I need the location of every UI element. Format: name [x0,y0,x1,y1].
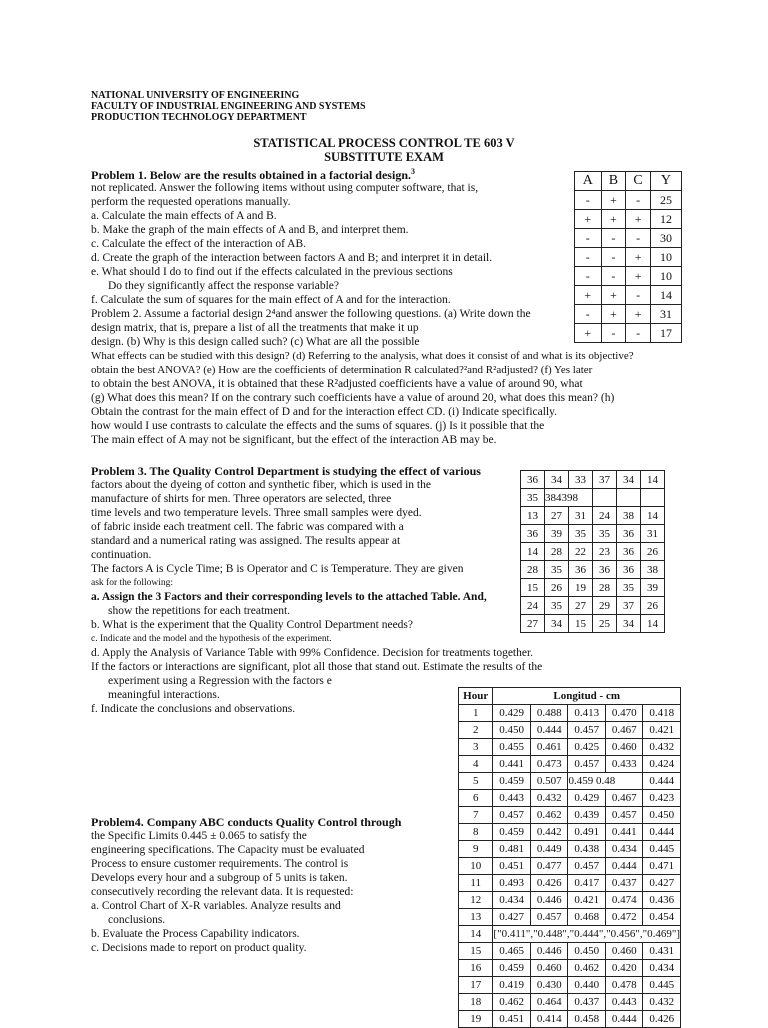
table-cell: 0.439 [568,807,606,824]
table-row [459,807,681,824]
table-cell: 35 [569,525,593,543]
table-cell: - [626,229,651,248]
table-cell: 31 [650,305,681,324]
table-cell: + [601,305,626,324]
problem1-item-e: e. What should I do to find out if the effects calculated in the previous sections [91,266,453,278]
problem2-line: design. (b) Why is this design called such? (c) What are all the possible [91,336,420,348]
table-cell: 25 [593,615,617,633]
table-cell: 30 [650,229,681,248]
problem1-item-b: b. Make the graph of the main effects of A and B, and interpret them. [91,224,409,236]
table-cell: 13 [459,909,493,926]
exam-subtitle: SUBSTITUTE EXAM [324,150,444,164]
table-cell [593,489,617,507]
table-cell: 0.434 [643,960,681,977]
table-cell: 34 [617,471,641,489]
table-cell: 0.444 [530,722,568,739]
table-cell: 0.437 [568,994,606,1011]
table-cell: 0.444 [643,824,681,841]
table-cell: 15 [569,615,593,633]
table-cell: 35 [593,525,617,543]
table-cell: - [601,324,626,343]
table-cell: 0.493 [493,875,531,892]
table-cell: 17 [650,324,681,343]
table-cell: 34 [545,615,569,633]
table-cell: 9 [459,841,493,858]
table-cell: - [626,324,651,343]
table-cell: 0.420 [605,960,643,977]
table-cell: 0.432 [530,790,568,807]
problem3-item-a: a. Assign the 3 Factors and their corresponding levels to the attached Table. And, [91,591,487,603]
table-cell: 36 [617,561,641,579]
table-cell: + [601,191,626,210]
problem3-line: factors about the dyeing of cotton and synthetic fiber, which is used in the [91,479,431,491]
problem2-line: The main effect of A may not be significant, but the effect of the interaction AB may be. [91,434,497,446]
table-cell: 0.450 [493,722,531,739]
table-cell: 0.481 [493,841,531,858]
table-cell: 0.459 [493,773,531,790]
table-cell: 24 [593,507,617,525]
table-row [575,191,682,210]
faculty-name: FACULTY OF INDUSTRIAL ENGINEERING AND SYSTEMS [91,101,366,112]
problem2-line: to obtain the best ANOVA, it is obtained that these R²adjusted coefficients have a value of around 90, what [91,378,583,390]
problem4-line: Process to ensure customer requirements. The control is [91,858,349,870]
problem1-item-d: d. Create the graph of the interaction between factors A and B; and interpret it in detail. [91,252,493,264]
table-cell: 0.462 [530,807,568,824]
table-cell: 0.459 [493,824,531,841]
table-cell: 38 [641,561,665,579]
table-cell: 4 [459,756,493,773]
table-cell: 0.424 [643,756,681,773]
problem3-line: time levels and two temperature levels. Three small samples were dyed. [91,507,422,519]
table-cell: 29 [593,597,617,615]
table-cell: 0.418 [643,705,681,722]
table-row [521,579,665,597]
problem3-line: of fabric inside each treatment cell. The fabric was compared with a [91,521,404,533]
table-row [521,597,665,615]
table-cell: 3 [459,739,493,756]
problem4-line: the Specific Limits 0.445 ± 0.065 to satisfy the [91,830,307,842]
table-cell: - [575,248,602,267]
table-cell: 1 [459,705,493,722]
table-cell: 0.429 [493,705,531,722]
table-cell: 0.414 [530,1011,568,1028]
table-header-row [459,688,681,705]
table-cell: 14 [650,286,681,305]
table-row [459,858,681,875]
problem3-item-a-cont: show the repetitions for each treatment. [108,605,291,617]
problem2-line: obtain the best ANOVA? (e) How are the coefficients of determination R calculated?²and R²adjusted? (f) Yes later [91,364,593,376]
problem3-line: continuation. [91,549,152,561]
table-cell: 0.474 [605,892,643,909]
table-cell: ["0.411","0.448","0.444","0.456","0.469"] [493,926,681,943]
problem3-item-c: c. Indicate and the model and the hypothesis of the experiment. [91,634,332,644]
table-cell: 8 [459,824,493,841]
table-cell: 0.429 [568,790,606,807]
table-row [575,229,682,248]
length-header: Longitud - cm [493,688,681,705]
problem2-line: (g) What does this mean? If on the contrary such coefficients have a value of around 20, what does this mean? (h) [91,392,615,404]
table-row [575,286,682,305]
table-cell: 0.507 [530,773,568,790]
table-row [459,943,681,960]
table-cell: 0.430 [530,977,568,994]
problem1-line: perform the requested operations manually. [91,196,291,208]
table-cell: 0.445 [643,841,681,858]
table-row [459,705,681,722]
table-header-cell: A [575,172,602,191]
table-cell: 13 [521,507,545,525]
table-row [459,926,681,943]
table-cell: 23 [593,543,617,561]
problem2-line: What effects can be studied with this design? (d) Referring to the analysis, what does it consist of and what is its objective? [91,350,634,362]
table-cell: 0.426 [643,1011,681,1028]
problem2-line: Problem 2. Assume a factorial design 2⁴and answer the following questions. (a) Write down the [91,308,531,320]
table-cell: 10 [459,858,493,875]
table-row [575,267,682,286]
table-cell: + [575,210,602,229]
table-cell: 35 [521,489,545,507]
table-cell: 0.450 [643,807,681,824]
table-cell: 0.468 [568,909,606,926]
table-row [459,756,681,773]
table-row [521,615,665,633]
table-cell: 28 [521,561,545,579]
problem3-item-f: f. Indicate the conclusions and observations. [91,703,296,715]
table-cell: 31 [641,525,665,543]
table-cell: 12 [650,210,681,229]
table-cell: + [601,286,626,305]
problem4-line: consecutively recording the relevant data. It is requested: [91,886,354,898]
table-row [459,875,681,892]
table-cell: 0.423 [643,790,681,807]
table-cell: 34 [617,615,641,633]
table-cell: 0.462 [568,960,606,977]
table-cell: 14 [641,615,665,633]
table-cell: - [601,248,626,267]
table-cell: 0.417 [568,875,606,892]
table-cell: 0.438 [568,841,606,858]
table-cell: 35 [545,597,569,615]
table-cell: 0.449 [530,841,568,858]
table-cell: + [575,324,602,343]
table-cell: 26 [545,579,569,597]
table-cell: 36 [617,525,641,543]
table-cell: 27 [569,597,593,615]
problem4-item-a: a. Control Chart of X-R variables. Analyze results and [91,900,341,912]
table-row [521,543,665,561]
table-cell: 15 [521,579,545,597]
department-name: PRODUCTION TECHNOLOGY DEPARTMENT [91,112,307,123]
table-cell: 18 [459,994,493,1011]
table-cell: 0.441 [493,756,531,773]
table-cell: 0.467 [605,722,643,739]
table-cell: 35 [545,561,569,579]
hour-header: Hour [459,688,493,705]
problem4-line: engineering specifications. The Capacity must be evaluated [91,844,365,856]
table-row [459,960,681,977]
table-cell: 19 [459,1011,493,1028]
table-cell: 22 [569,543,593,561]
table-cell: 0.462 [493,994,531,1011]
problem3-line: The factors A is Cycle Time; B is Operator and C is Temperature. They are given [91,563,464,575]
table-cell: 14 [641,507,665,525]
table-cell: 0.432 [643,994,681,1011]
table-row [459,790,681,807]
table-cell: 0.457 [568,858,606,875]
table-cell: 16 [459,960,493,977]
table-cell: 0.467 [605,790,643,807]
problem4-item-a-cont: conclusions. [108,914,166,926]
problem3-item-e-cont: experiment using a Regression with the factors e [108,675,332,687]
table-cell: 36 [521,525,545,543]
table-cell: 0.413 [568,705,606,722]
table-cell: - [626,191,651,210]
table-cell: 0.491 [568,824,606,841]
table-cell: - [601,267,626,286]
table-cell: 0.427 [643,875,681,892]
table-cell: 36 [521,471,545,489]
table-cell: 14 [459,926,493,943]
table-cell: + [601,210,626,229]
table-cell: 0.461 [530,739,568,756]
table-cell [617,489,641,507]
table-row [459,977,681,994]
table-row [459,841,681,858]
table-cell: 0.450 [568,943,606,960]
table-row [575,248,682,267]
table-row [521,507,665,525]
factorial-table [574,171,682,343]
table-row [575,324,682,343]
table-cell: 6 [459,790,493,807]
table-cell: 37 [617,597,641,615]
table-cell: 10 [650,267,681,286]
table-cell: 0.441 [605,824,643,841]
table-cell: 0.444 [605,858,643,875]
table-cell: 39 [545,525,569,543]
table-cell: 35 [617,579,641,597]
table-cell: 0.457 [493,807,531,824]
problem1-heading [91,165,415,182]
table-cell: 0.440 [568,977,606,994]
table-row [459,909,681,926]
table-header-cell: C [626,172,651,191]
table-row [521,561,665,579]
table-cell: + [626,305,651,324]
table-cell: 0.432 [643,739,681,756]
table-cell: 7 [459,807,493,824]
table-cell: 34 [545,471,569,489]
table-cell: + [626,248,651,267]
table-cell: 0.464 [530,994,568,1011]
problem4-heading: Problem4. Company ABC conducts Quality Control through [91,815,402,829]
table-header-cell: Y [650,172,681,191]
table-cell: 0.473 [530,756,568,773]
table-cell: 0.488 [530,705,568,722]
table-cell: 0.478 [605,977,643,994]
table-row [521,525,665,543]
problem2-line: Obtain the contrast for the main effect of D and for the interaction effect CD. (i) Indicate specifically. [91,406,557,418]
table-cell: 17 [459,977,493,994]
table-cell: 0.471 [643,858,681,875]
table-cell: - [575,229,602,248]
problem3-item-d: d. Apply the Analysis of Variance Table with 99% Confidence. Decision for treatments together. [91,647,534,659]
table-cell: 0.421 [568,892,606,909]
table-header-row [575,172,682,191]
table-cell: 28 [545,543,569,561]
table-cell: 28 [593,579,617,597]
table-cell: 0.465 [493,943,531,960]
table-cell: 5 [459,773,493,790]
table-cell: 0.460 [605,739,643,756]
table-cell: 26 [641,543,665,561]
table-cell: 0.451 [493,858,531,875]
table-cell: 10 [650,248,681,267]
table-cell: 19 [569,579,593,597]
problem4-item-b: b. Evaluate the Process Capability indicators. [91,928,300,940]
table-cell: 0.434 [605,841,643,858]
table-cell: 0.443 [605,994,643,1011]
table-cell: 0.457 [568,756,606,773]
table-cell: 0.434 [493,892,531,909]
table-cell: - [575,267,602,286]
table-cell: 14 [521,543,545,561]
problem1-heading-text: Problem 1. Below are the results obtained in a factorial design. [91,168,411,182]
problem1-item-a: a. Calculate the main effects of A and B. [91,210,277,222]
table-row [459,824,681,841]
table-row [459,994,681,1011]
university-name: NATIONAL UNIVERSITY OF ENGINEERING [91,90,300,101]
table-cell: 0.460 [530,960,568,977]
table-cell: 0.455 [493,739,531,756]
problem3-line: manufacture of shirts for men. Three operators are selected, three [91,493,392,505]
problem3-line: ask for the following: [91,578,174,588]
problem1-line: not replicated. Answer the following items without using computer software, that is, [91,182,479,194]
problem1-superscript: 3 [411,167,415,176]
table-cell: 31 [569,507,593,525]
table-row [459,1011,681,1028]
table-cell: + [575,286,602,305]
problem3-item-b: b. What is the experiment that the Quality Control Department needs? [91,619,414,631]
problem3-item-e: If the factors or interactions are significant, plot all those that stand out. Estimate the results of the [91,661,543,673]
problem1-item-f: f. Calculate the sum of squares for the main effect of A and for the interaction. [91,294,451,306]
table-row [575,305,682,324]
table-cell: 33 [569,471,593,489]
problem3-line: standard and a numerical rating was assigned. The results appear at [91,535,401,547]
table-cell: 0.460 [605,943,643,960]
table-cell: 26 [641,597,665,615]
table-cell: + [626,267,651,286]
table-cell: 0.443 [493,790,531,807]
table-cell: 0.454 [643,909,681,926]
table-cell: 0.431 [643,943,681,960]
table-cell: 15 [459,943,493,960]
table-cell: 0.426 [530,875,568,892]
table-cell: 0.419 [493,977,531,994]
length-measurements-table [458,687,681,1028]
table-cell: 0.477 [530,858,568,875]
table-cell: 36 [617,543,641,561]
table-cell: 37 [593,471,617,489]
table-cell: 0.472 [605,909,643,926]
table-row [459,739,681,756]
exam-title: STATISTICAL PROCESS CONTROL TE 603 V [253,136,515,150]
problem4-item-c: c. Decisions made to report on product quality. [91,942,307,954]
table-cell: 0.442 [530,824,568,841]
table-cell: 11 [459,875,493,892]
table-cell: 25 [650,191,681,210]
problem1-item-e-cont: Do they significantly affect the response variable? [108,280,339,292]
problem2-line: how would I use contrasts to calculate the effects and the sums of squares. (j) Is it possible that the [91,420,545,432]
table-cell: - [626,286,651,305]
table-row [459,773,681,790]
table-cell: 0.458 [568,1011,606,1028]
table-cell: 0.470 [605,705,643,722]
table-cell: 0.433 [605,756,643,773]
table-cell: 27 [545,507,569,525]
table-cell: 27 [521,615,545,633]
table-cell: 36 [569,561,593,579]
table-cell: 36 [593,561,617,579]
table-cell: 0.459 0.48 [568,773,643,790]
table-cell: 384398 [545,491,578,504]
table-cell: 0.444 [643,773,681,790]
table-cell: 0.451 [493,1011,531,1028]
table-row [459,892,681,909]
problem3-heading: Problem 3. The Quality Control Department is studying the effect of various [91,464,481,478]
table-cell: 24 [521,597,545,615]
table-cell: 0.457 [568,722,606,739]
table-row [521,471,665,489]
problem3-item-e-cont: meaningful interactions. [108,689,220,701]
problem2-line: design matrix, that is, prepare a list of all the treatments that make it up [91,322,419,334]
table-cell: 0.427 [493,909,531,926]
table-cell: 0.425 [568,739,606,756]
table-cell: 0.445 [643,977,681,994]
table-header-cell: B [601,172,626,191]
table-cell: 14 [641,471,665,489]
table-cell [641,489,665,507]
dyeing-ratings-table [520,470,665,633]
table-row [459,722,681,739]
table-cell: 0.457 [605,807,643,824]
table-cell: 0.436 [643,892,681,909]
table-cell: + [626,210,651,229]
table-row [575,210,682,229]
table-cell: - [575,191,602,210]
table-cell: 0.444 [605,1011,643,1028]
table-cell: 0.446 [530,892,568,909]
table-cell: 0.421 [643,722,681,739]
problem1-item-c: c. Calculate the effect of the interaction of AB. [91,238,307,250]
table-cell: 0.437 [605,875,643,892]
table-cell: 2 [459,722,493,739]
table-cell: 39 [641,579,665,597]
table-cell: 0.446 [530,943,568,960]
table-cell: 0.457 [530,909,568,926]
table-cell: - [601,229,626,248]
table-cell: 38 [617,507,641,525]
problem4-line: Develops every hour and a subgroup of 5 units is taken. [91,872,348,884]
table-cell: - [575,305,602,324]
table-row [521,489,665,507]
table-cell: 12 [459,892,493,909]
table-cell: 0.459 [493,960,531,977]
